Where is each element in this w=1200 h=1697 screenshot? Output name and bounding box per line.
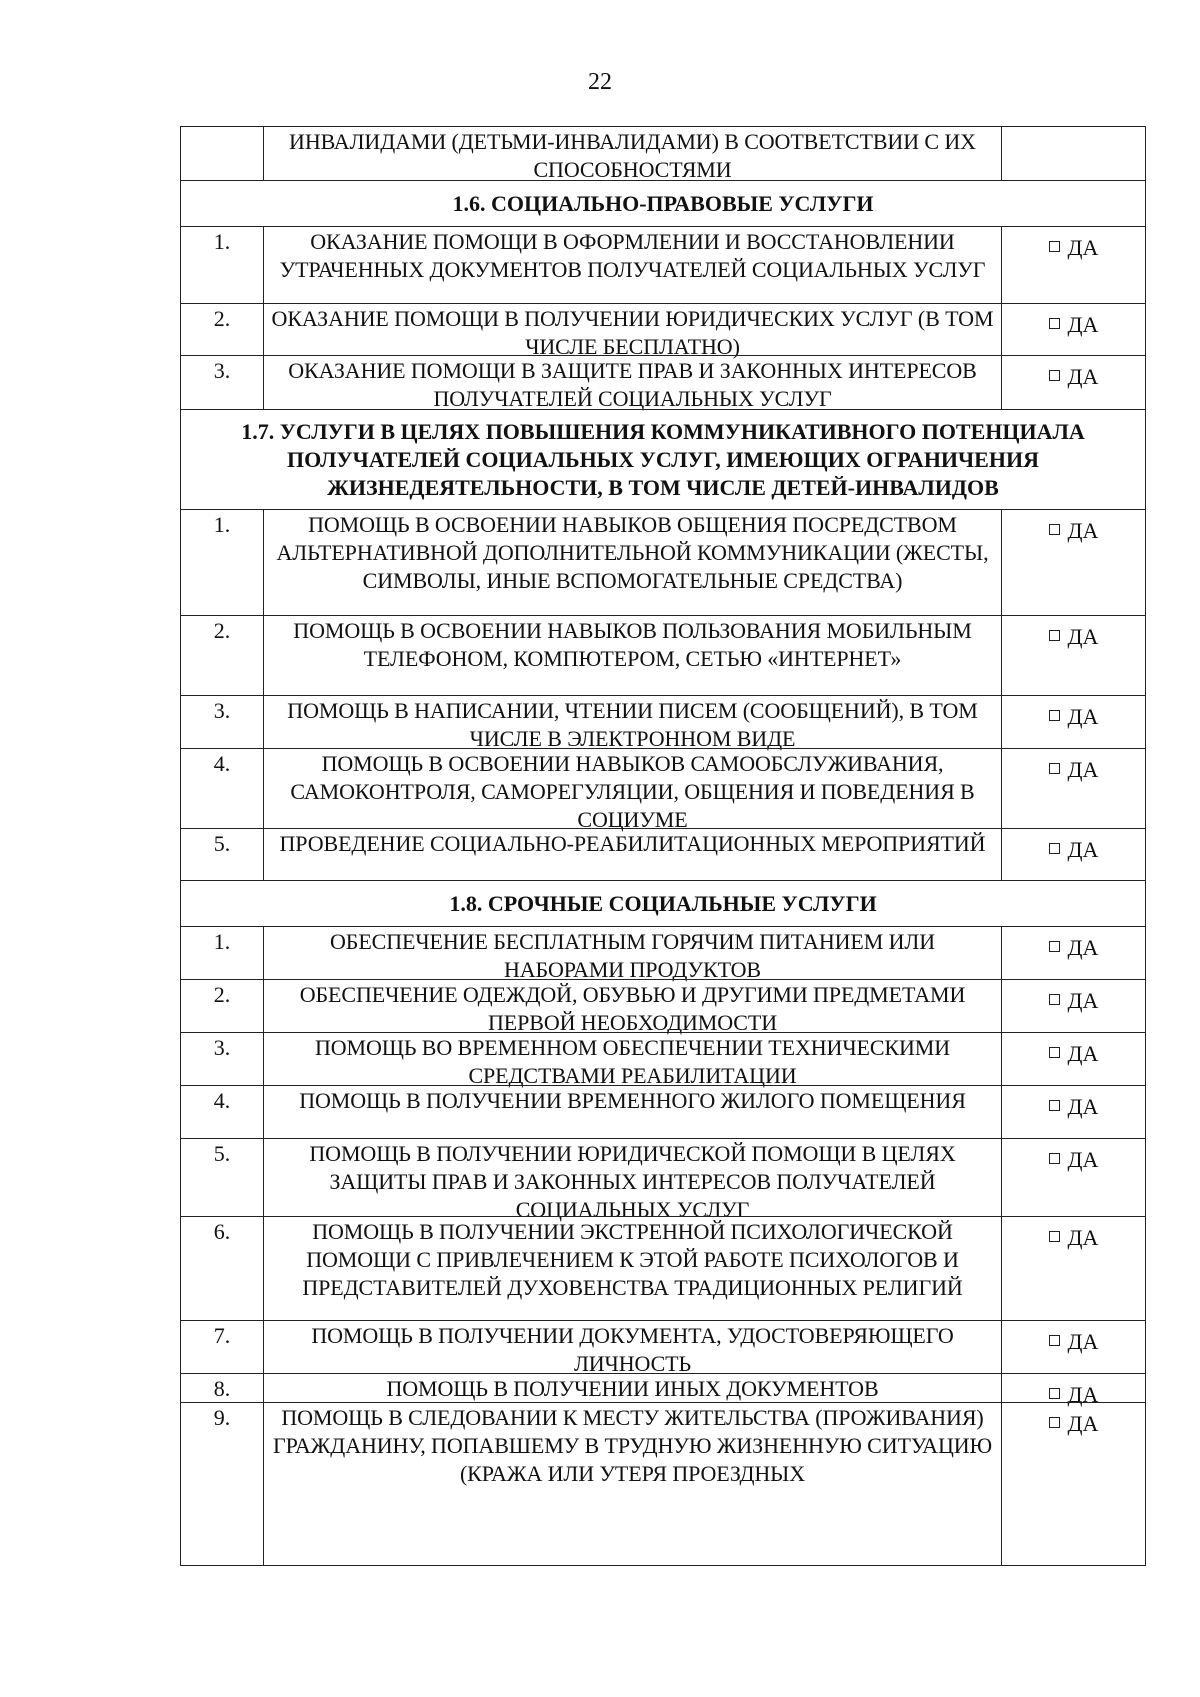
- service-description: ОКАЗАНИЕ ПОМОЩИ В ОФОРМЛЕНИИ И ВОССТАНОВЛЕНИИ УТРАЧЕННЫХ ДОКУМЕНТОВ ПОЛУЧАТЕЛЕЙ СОЦИАЛЬНЫХ УСЛУГ: [264, 227, 1002, 303]
- table-row: [181, 509, 1145, 615]
- checkbox-icon[interactable]: [1049, 994, 1060, 1005]
- row-number: 5.: [181, 1139, 264, 1216]
- checkbox-icon[interactable]: [1049, 1388, 1060, 1399]
- answer-label: ДА: [1067, 312, 1099, 337]
- service-description: ОБЕСПЕЧЕНИЕ ОДЕЖДОЙ, ОБУВЬЮ И ДРУГИМИ ПРЕДМЕТАМИ ПЕРВОЙ НЕОБХОДИМОСТИ: [264, 980, 1002, 1032]
- answer-label: ДА: [1067, 518, 1099, 543]
- section-heading: 1.7. УСЛУГИ В ЦЕЛЯХ ПОВЫШЕНИЯ КОММУНИКАТИВНОГО ПОТЕНЦИАЛА ПОЛУЧАТЕЛЕЙ СОЦИАЛЬНЫХ УСЛУГ, ИМЕЮЩИХ ОГРАНИЧЕНИЯ ЖИЗНЕДЕЯТЕЛЬНОСТИ, В ТОМ ЧИСЛЕ ДЕТЕЙ-ИНВАЛИДОВ: [241, 418, 1085, 500]
- checkbox-icon[interactable]: [1049, 370, 1060, 381]
- row-number: 1.: [181, 510, 264, 615]
- answer-cell[interactable]: [1002, 616, 1145, 695]
- row-number: 3.: [181, 696, 264, 748]
- table-row: [181, 1320, 1145, 1376]
- answer-cell[interactable]: [1002, 1139, 1145, 1216]
- row-number: 4.: [181, 1086, 264, 1138]
- checkbox-icon[interactable]: [1049, 1100, 1060, 1111]
- service-description: ПОМОЩЬ ВО ВРЕМЕННОМ ОБЕСПЕЧЕНИИ ТЕХНИЧЕСКИМИ СРЕДСТВАМИ РЕАБИЛИТАЦИИ: [264, 1033, 1002, 1085]
- answer-cell[interactable]: [1002, 1086, 1145, 1138]
- services-table: [180, 126, 1146, 1566]
- row-number: 7.: [181, 1321, 264, 1373]
- service-description: ПРОВЕДЕНИЕ СОЦИАЛЬНО-РЕАБИЛИТАЦИОННЫХ МЕРОПРИЯТИЙ: [264, 829, 1002, 880]
- service-description: ПОМОЩЬ В ПОЛУЧЕНИИ ВРЕМЕННОГО ЖИЛОГО ПОМЕЩЕНИЯ: [264, 1086, 1002, 1138]
- section-heading-row: [181, 180, 1145, 226]
- answer-cell[interactable]: [1002, 696, 1145, 748]
- row-number: 5.: [181, 829, 264, 880]
- row-number: 2.: [181, 980, 264, 1032]
- checkbox-icon[interactable]: [1049, 318, 1060, 329]
- table-row: [181, 303, 1145, 359]
- section-heading: 1.8. СРОЧНЫЕ СОЦИАЛЬНЫЕ УСЛУГИ: [449, 890, 877, 916]
- checkbox-icon[interactable]: [1049, 941, 1060, 952]
- answer-label: ДА: [1067, 624, 1099, 649]
- checkbox-icon[interactable]: [1049, 1231, 1060, 1242]
- answer-label: ДА: [1067, 235, 1099, 260]
- table-row: [181, 1032, 1145, 1088]
- table-row: [181, 1373, 1145, 1407]
- section-heading: 1.6. СОЦИАЛЬНО-ПРАВОВЫЕ УСЛУГИ: [452, 190, 874, 216]
- answer-cell: [1002, 127, 1145, 180]
- checkbox-icon[interactable]: [1049, 1153, 1060, 1164]
- row-number: 2.: [181, 304, 264, 355]
- table-row: [181, 355, 1145, 409]
- service-description: ПОМОЩЬ В ОСВОЕНИИ НАВЫКОВ САМООБСЛУЖИВАНИЯ, САМОКОНТРОЛЯ, САМОРЕГУЛЯЦИИ, ОБЩЕНИЯ И ПОВЕДЕНИЯ В СОЦИУМЕ: [264, 749, 1002, 828]
- checkbox-icon[interactable]: [1049, 1335, 1060, 1346]
- row-number: 3.: [181, 356, 264, 409]
- answer-cell[interactable]: [1002, 1321, 1145, 1373]
- service-description: ПОМОЩЬ В ПОЛУЧЕНИИ ИНЫХ ДОКУМЕНТОВ: [264, 1374, 1002, 1402]
- answer-cell[interactable]: [1002, 829, 1145, 880]
- checkbox-icon[interactable]: [1049, 763, 1060, 774]
- row-number: 2.: [181, 616, 264, 695]
- checkbox-icon[interactable]: [1049, 843, 1060, 854]
- answer-cell[interactable]: [1002, 1033, 1145, 1085]
- answer-cell[interactable]: [1002, 1403, 1145, 1565]
- answer-label: ДА: [1067, 1411, 1099, 1436]
- checkbox-icon[interactable]: [1049, 241, 1060, 252]
- table-row: [181, 1085, 1145, 1138]
- section-heading-row: [181, 880, 1145, 926]
- answer-cell[interactable]: [1002, 1374, 1145, 1407]
- service-description: ПОМОЩЬ В СЛЕДОВАНИИ К МЕСТУ ЖИТЕЛЬСТВА (ПРОЖИВАНИЯ) ГРАЖДАНИНУ, ПОПАВШЕМУ В ТРУДНУЮ ЖИЗНЕННУЮ СИТУАЦИЮ (КРАЖА ИЛИ УТЕРЯ ПРОЕЗДНЫХ: [264, 1403, 1002, 1565]
- service-description: ПОМОЩЬ В ПОЛУЧЕНИИ ЭКСТРЕННОЙ ПСИХОЛОГИЧЕСКОЙ ПОМОЩИ С ПРИВЛЕЧЕНИЕМ К ЭТОЙ РАБОТЕ ПСИХОЛОГОВ И ПРЕДСТАВИТЕЛЕЙ ДУХОВЕНСТВА ТРАДИЦИОННЫХ РЕЛИГИЙ: [264, 1217, 1002, 1320]
- table-row: [181, 1138, 1145, 1222]
- service-description: ПОМОЩЬ В ПОЛУЧЕНИИ ЮРИДИЧЕСКОЙ ПОМОЩИ В ЦЕЛЯХ ЗАЩИТЫ ПРАВ И ЗАКОННЫХ ИНТЕРЕСОВ ПОЛУЧАТЕЛЕЙ СОЦИАЛЬНЫХ УСЛУГ: [264, 1139, 1002, 1216]
- answer-label: ДА: [1067, 704, 1099, 729]
- answer-cell[interactable]: [1002, 749, 1145, 828]
- table-row: [181, 226, 1145, 303]
- table-row: [181, 1402, 1145, 1566]
- row-number: 6.: [181, 1217, 264, 1320]
- checkbox-icon[interactable]: [1049, 710, 1060, 721]
- answer-label: ДА: [1067, 1329, 1099, 1354]
- answer-label: ДА: [1067, 1382, 1099, 1407]
- row-number: 8.: [181, 1374, 264, 1402]
- table-row: [181, 926, 1145, 982]
- answer-label: ДА: [1067, 757, 1099, 782]
- answer-label: ДА: [1067, 935, 1099, 960]
- checkbox-icon[interactable]: [1049, 630, 1060, 641]
- answer-label: ДА: [1067, 1094, 1099, 1119]
- service-description: ПОМОЩЬ В ОСВОЕНИИ НАВЫКОВ ПОЛЬЗОВАНИЯ МОБИЛЬНЫМ ТЕЛЕФОНОМ, КОМПЮТЕРОМ, СЕТЬЮ «ИНТЕРНЕТ»: [264, 616, 1002, 695]
- answer-cell[interactable]: [1002, 1217, 1145, 1320]
- table-row: [181, 979, 1145, 1035]
- checkbox-icon[interactable]: [1049, 524, 1060, 535]
- row-number: 1.: [181, 227, 264, 303]
- answer-cell[interactable]: [1002, 356, 1145, 409]
- checkbox-icon[interactable]: [1049, 1417, 1060, 1428]
- table-row: [181, 615, 1145, 695]
- answer-label: ДА: [1067, 364, 1099, 389]
- service-description: ПОМОЩЬ В ПОЛУЧЕНИИ ДОКУМЕНТА, УДОСТОВЕРЯЮЩЕГО ЛИЧНОСТЬ: [264, 1321, 1002, 1373]
- row-number: 4.: [181, 749, 264, 828]
- table-row: [181, 126, 1145, 180]
- service-description: ИНВАЛИДАМИ (ДЕТЬМИ-ИНВАЛИДАМИ) В СООТВЕТСТВИИ С ИХ СПОСОБНОСТЯМИ: [264, 127, 1002, 180]
- answer-cell[interactable]: [1002, 510, 1145, 615]
- page-number: 22: [588, 69, 612, 95]
- service-description: ОКАЗАНИЕ ПОМОЩИ В ПОЛУЧЕНИИ ЮРИДИЧЕСКИХ УСЛУГ (В ТОМ ЧИСЛЕ БЕСПЛАТНО): [264, 304, 1002, 355]
- table-row: [181, 748, 1145, 832]
- service-description: ПОМОЩЬ В ОСВОЕНИИ НАВЫКОВ ОБЩЕНИЯ ПОСРЕДСТВОМ АЛЬТЕРНАТИВНОЙ ДОПОЛНИТЕЛЬНОЙ КОММУНИКАЦИИ (ЖЕСТЫ, СИМВОЛЫ, ИНЫЕ ВСПОМОГАТЕЛЬНЫЕ СРЕДСТВА): [264, 510, 1002, 615]
- service-description: ПОМОЩЬ В НАПИСАНИИ, ЧТЕНИИ ПИСЕМ (СООБЩЕНИЙ), В ТОМ ЧИСЛЕ В ЭЛЕКТРОННОМ ВИДЕ: [264, 696, 1002, 748]
- answer-label: ДА: [1067, 1225, 1099, 1250]
- answer-cell[interactable]: [1002, 304, 1145, 355]
- answer-cell[interactable]: [1002, 227, 1145, 303]
- answer-cell[interactable]: [1002, 927, 1145, 979]
- service-description: ОБЕСПЕЧЕНИЕ БЕСПЛАТНЫМ ГОРЯЧИМ ПИТАНИЕМ ИЛИ НАБОРАМИ ПРОДУКТОВ: [264, 927, 1002, 979]
- row-number: 9.: [181, 1403, 264, 1565]
- answer-label: ДА: [1067, 1041, 1099, 1066]
- checkbox-icon[interactable]: [1049, 1047, 1060, 1058]
- answer-label: ДА: [1067, 988, 1099, 1013]
- table-row: [181, 1216, 1145, 1320]
- answer-label: ДА: [1067, 1147, 1099, 1172]
- row-number: [181, 127, 264, 180]
- row-number: 1.: [181, 927, 264, 979]
- row-number: 3.: [181, 1033, 264, 1085]
- answer-cell[interactable]: [1002, 980, 1145, 1032]
- table-row: [181, 828, 1145, 880]
- table-row: [181, 695, 1145, 751]
- service-description: ОКАЗАНИЕ ПОМОЩИ В ЗАЩИТЕ ПРАВ И ЗАКОННЫХ ИНТЕРЕСОВ ПОЛУЧАТЕЛЕЙ СОЦИАЛЬНЫХ УСЛУГ: [264, 356, 1002, 409]
- answer-label: ДА: [1067, 837, 1099, 862]
- section-heading-row: [181, 409, 1145, 509]
